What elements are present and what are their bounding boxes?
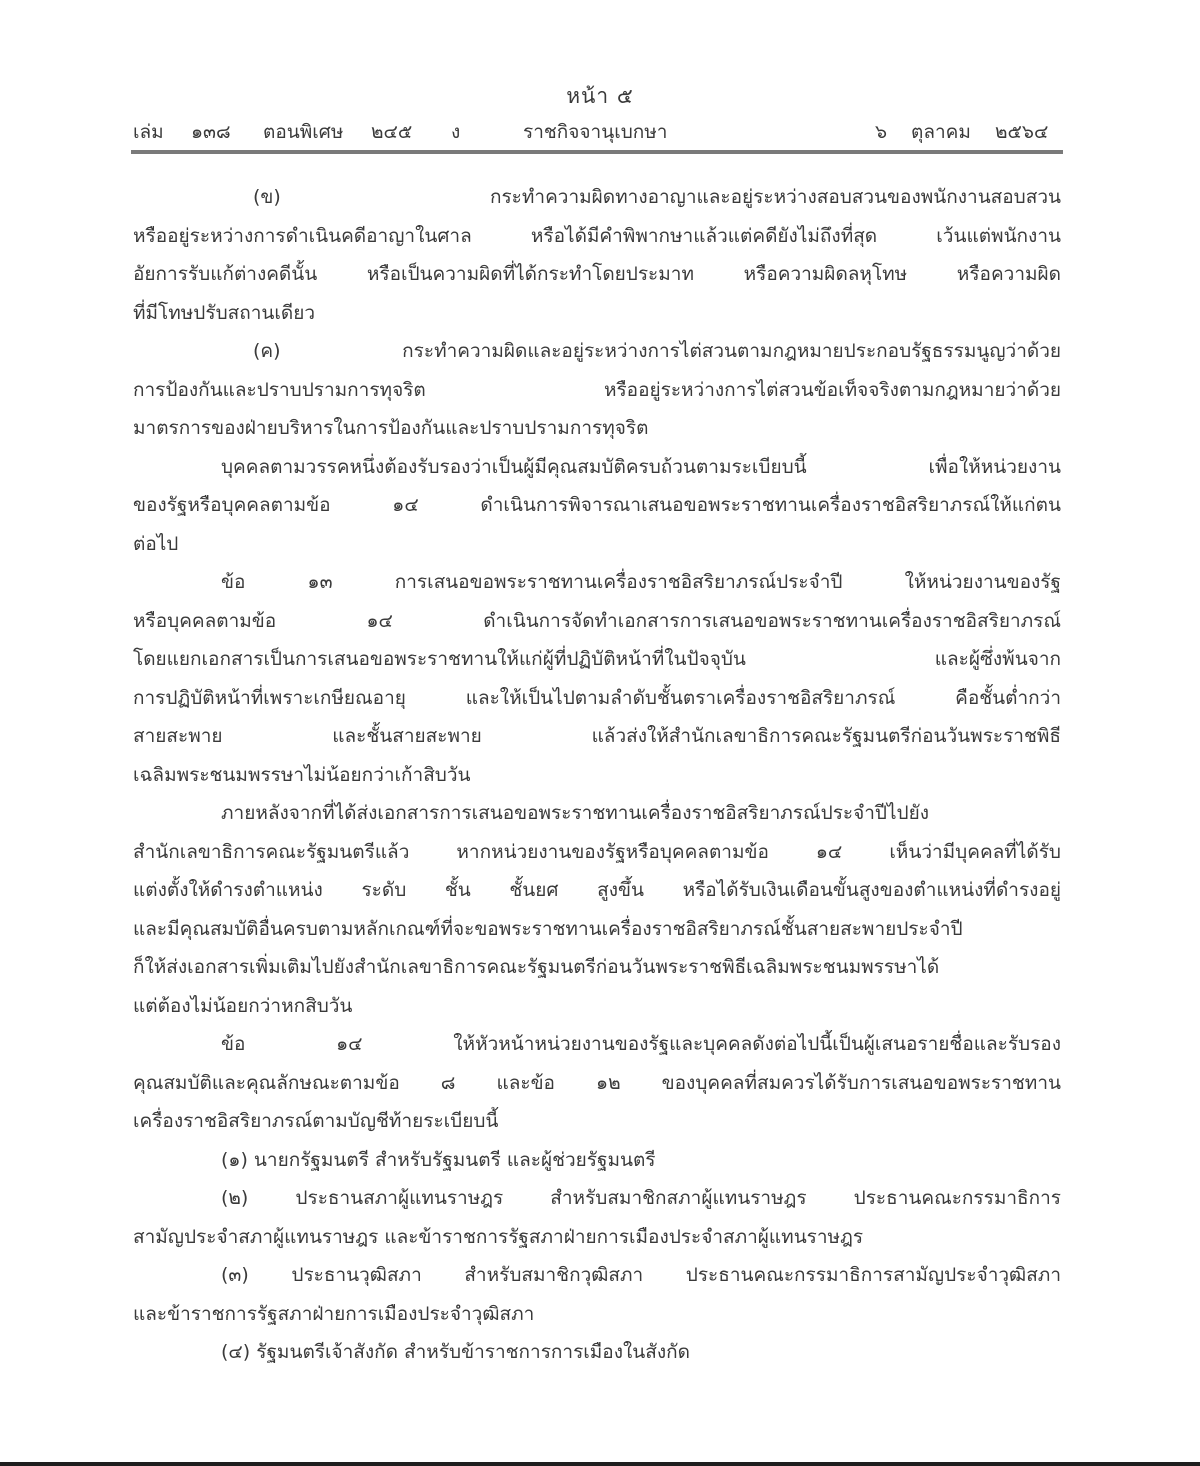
list-item: (๑) นายกรัฐมนตรี สำหรับรัฐมนตรี และผู้ช่วยรัฐมนตรี <box>221 1148 656 1171</box>
text-line: ข้อ ๑๔ ให้หัวหน้าหน่วยงานของรัฐและบุคคลดังต่อไปนี้เป็นผู้เสนอรายชื่อและรับรอง <box>221 1033 1061 1055</box>
issue-label: ตอนพิเศษ <box>263 121 344 143</box>
text-line: อัยการรับแก้ต่างคดีนั้น หรือเป็นความผิดที่ได้กระทำโดยประมาท หรือความผิดลหุโทษ หรือความผิด <box>133 263 1061 285</box>
volume-number: ๑๓๘ <box>191 121 231 143</box>
publication-name: ราชกิจจานุเบกษา <box>523 121 668 143</box>
date-month: ตุลาคม <box>911 121 971 143</box>
running-header <box>133 117 1061 147</box>
document-body <box>133 178 1061 1372</box>
text-line: โดยแยกเอกสารเป็นการเสนอขอพระราชทานให้แก่ผู้ที่ปฏิบัติหน้าที่ในปัจจุบัน และผู้ซึ่งพ้นจาก <box>133 648 1061 670</box>
header-divider <box>131 150 1063 154</box>
date-day: ๖ <box>875 121 888 143</box>
list-item: (๔) รัฐมนตรีเจ้าสังกัด สำหรับข้าราชการการเมืองในสังกัด <box>221 1341 690 1363</box>
text-line: (ข) กระทำความผิดทางอาญาและอยู่ระหว่างสอบสวนของพนักงานสอบสวน <box>253 186 1061 208</box>
issue-number: ๒๔๕ <box>371 121 413 143</box>
list-item: (๓) ประธานวุฒิสภา สำหรับสมาชิกวุฒิสภา ประธานคณะกรรมาธิการสามัญประจำวุฒิสภา <box>221 1264 1061 1286</box>
text-line: ภายหลังจากที่ได้ส่งเอกสารการเสนอขอพระราชทานเครื่องราชอิสริยาภรณ์ประจำปีไปยัง <box>221 802 930 824</box>
text-line: สามัญประจำสภาผู้แทนราษฎร และข้าราชการรัฐสภาฝ่ายการเมืองประจำสภาผู้แทนราษฎร <box>133 1225 864 1248</box>
text-line: แต่งตั้งให้ดำรงตำแหน่ง ระดับ ชั้น ชั้นยศ สูงขึ้น หรือได้รับเงินเดือนขั้นสูงของตำแหน่งที่ดำรงอยู่ <box>133 879 1061 901</box>
text-line: สายสะพาย และชั้นสายสะพาย แล้วส่งให้สำนักเลขาธิการคณะรัฐมนตรีก่อนวันพระราชพิธี <box>133 725 1061 747</box>
volume-label: เล่ม <box>133 121 164 143</box>
text-line: เฉลิมพระชนมพรรษาไม่น้อยกว่าเก้าสิบวัน <box>133 763 471 786</box>
text-line: ข้อ ๑๓ การเสนอขอพระราชทานเครื่องราชอิสริยาภรณ์ประจำปี ให้หน่วยงานของรัฐ <box>221 571 1061 593</box>
page-number: หน้า ๕ <box>566 84 634 108</box>
bottom-border <box>0 1462 1200 1466</box>
text-line: การปฏิบัติหน้าที่เพราะเกษียณอายุ และให้เป็นไปตามลำดับชั้นตราเครื่องราชอิสริยาภรณ์ คือชั้นต่ำกว่า <box>133 686 1061 709</box>
text-line: หรือบุคคลตามข้อ ๑๔ ดำเนินการจัดทำเอกสารการเสนอขอพระราชทานเครื่องราชอิสริยาภรณ์ <box>133 609 1061 632</box>
text-line: ต่อไป <box>133 532 179 555</box>
text-line: และมีคุณสมบัติอื่นครบตามหลักเกณฑ์ที่จะขอพระราชทานเครื่องราชอิสริยาภรณ์ชั้นสายสะพายประจำปี <box>133 917 963 940</box>
text-line: หรืออยู่ระหว่างการดำเนินคดีอาญาในศาล หรือได้มีคำพิพากษาแล้วแต่คดียังไม่ถึงที่สุด เว้นแต่พนักงาน <box>133 224 1061 247</box>
text-line: ก็ให้ส่งเอกสารเพิ่มเติมไปยังสำนักเลขาธิการคณะรัฐมนตรีก่อนวันพระราชพิธีเฉลิมพระชนมพรรษาได้ <box>133 956 940 978</box>
text-line: สำนักเลขาธิการคณะรัฐมนตรีแล้ว หากหน่วยงานของรัฐหรือบุคคลตามข้อ ๑๔ เห็นว่ามีบุคคลที่ได้รับ <box>133 840 1061 863</box>
text-line: คุณสมบัติและคุณลักษณะตามข้อ ๘ และข้อ ๑๒ ของบุคคลที่สมควรได้รับการเสนอขอพระราชทาน <box>133 1071 1061 1094</box>
text-line: การป้องกันและปราบปรามการทุจริต หรืออยู่ระหว่างการไต่สวนข้อเท็จจริงตามกฎหมายว่าด้วย <box>133 378 1061 401</box>
text-line: บุคคลตามวรรคหนึ่งต้องรับรองว่าเป็นผู้มีคุณสมบัติครบถ้วนตามระเบียบนี้ เพื่อให้หน่วยงาน <box>221 455 1061 478</box>
text-line: (ค) กระทำความผิดและอยู่ระหว่างการไต่สวนตามกฎหมายประกอบรัฐธรรมนูญว่าด้วย <box>253 340 1061 362</box>
text-line: เครื่องราชอิสริยาภรณ์ตามบัญชีท้ายระเบียบนี้ <box>133 1110 499 1132</box>
section-letter: ง <box>451 121 461 143</box>
text-line: ของรัฐหรือบุคคลตามข้อ ๑๔ ดำเนินการพิจารณาเสนอขอพระราชทานเครื่องราชอิสริยาภรณ์ให้แก่ตน <box>133 494 1061 516</box>
date-year: ๒๕๖๔ <box>995 121 1049 143</box>
text-line: และข้าราชการรัฐสภาฝ่ายการเมืองประจำวุฒิสภา <box>133 1302 535 1325</box>
text-line: แต่ต้องไม่น้อยกว่าหกสิบวัน <box>133 994 353 1017</box>
list-item: (๒) ประธานสภาผู้แทนราษฎร สำหรับสมาชิกสภาผู้แทนราษฎร ประธานคณะกรรมาธิการ <box>221 1187 1061 1209</box>
text-line: มาตรการของฝ่ายบริหารในการป้องกันและปราบปรามการทุจริต <box>133 417 649 439</box>
text-line: ที่มีโทษปรับสถานเดียว <box>133 301 316 324</box>
